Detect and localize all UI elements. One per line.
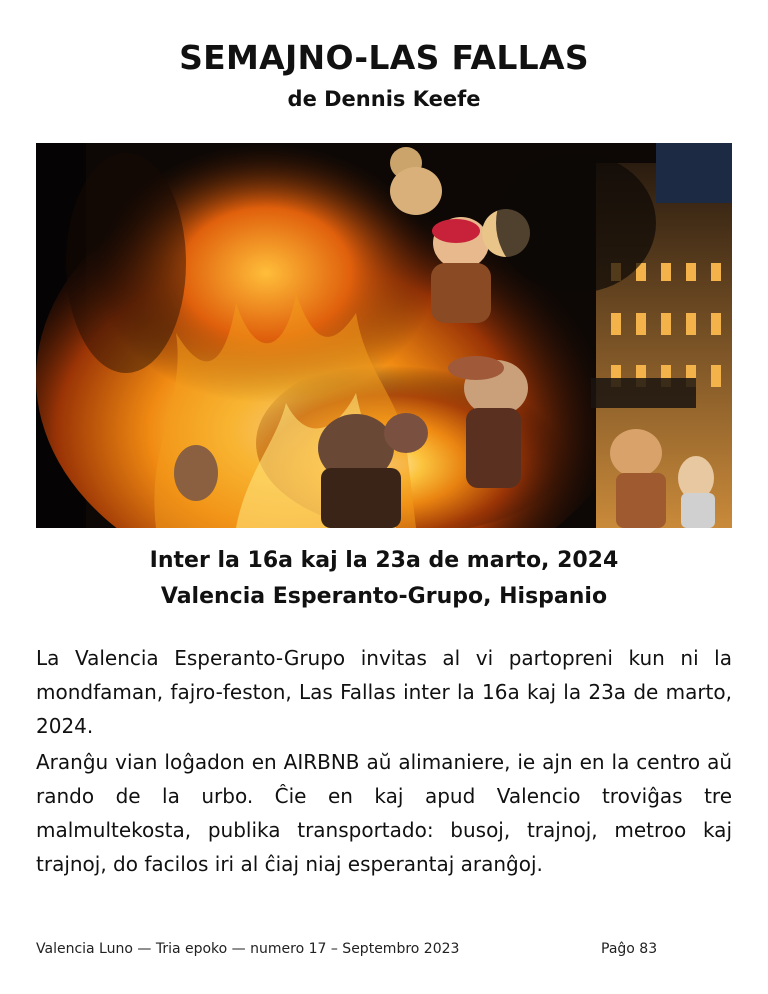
footer-publication: Valencia Luno — Tria epoko — numero 17 – Septembro 2023 — [36, 941, 460, 957]
footer-page-number: Paĝo 83 — [601, 941, 658, 957]
fallas-fire-photo — [36, 143, 732, 528]
article-title: SEMAJNO-LAS FALLAS — [179, 38, 589, 77]
body-paragraph: La Valencia Esperanto-Grupo invitas al vi partopreni kun ni la mondfaman, fajro-feston, Las Fallas inter la 16a kaj la 23a de marto, 2024. — [36, 646, 732, 738]
event-organizer: Valencia Esperanto-Grupo, Hispanio — [160, 584, 608, 609]
body-paragraph: Aranĝu vian loĝadon en AIRBNB aŭ alimaniere, ie ajn en la centro aŭ rando de la urbo. Ĉie en kaj apud Valencio troviĝas tre malmultekosta, publika transportado: busoj, trajnoj, metroo kaj trajnoj, do facilos iri al ĉiaj niaj esperantaj aranĝoj. — [36, 750, 732, 876]
event-dates: Inter la 16a kaj la 23a de marto, 2024 — [149, 548, 619, 573]
article-byline: de Dennis Keefe — [287, 87, 481, 111]
